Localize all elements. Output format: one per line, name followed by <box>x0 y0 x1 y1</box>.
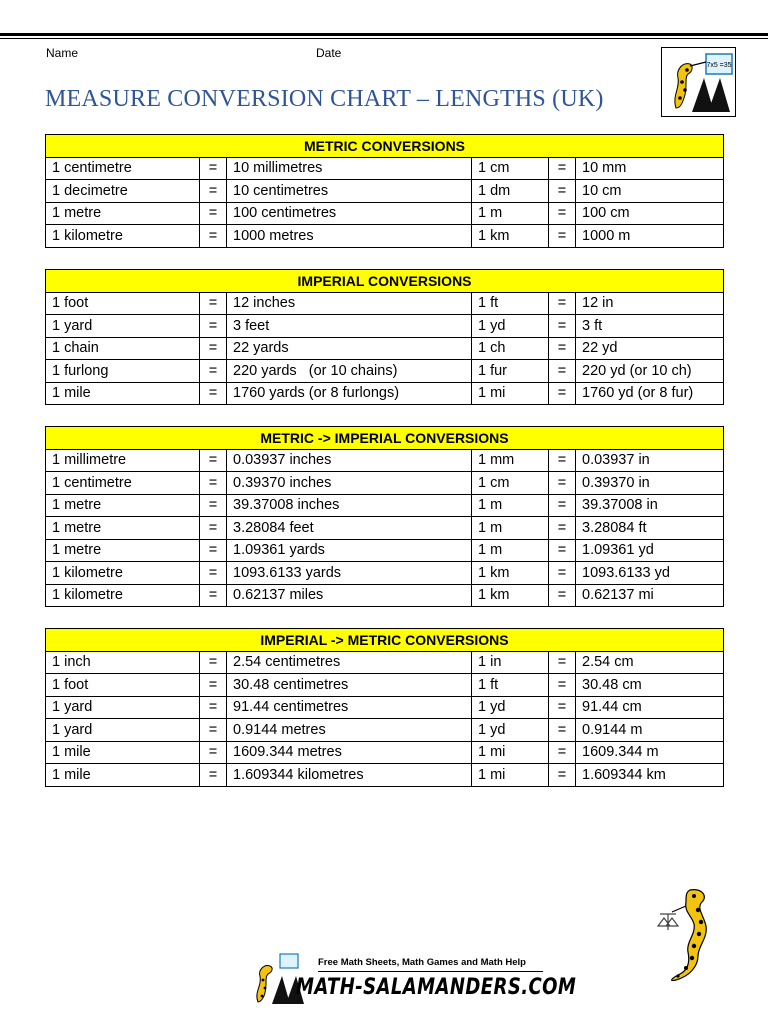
cell: 10 millimetres <box>227 157 472 180</box>
cell: 220 yards (or 10 chains) <box>227 360 472 383</box>
cell: 1 dm <box>472 180 549 203</box>
cell: = <box>200 539 227 562</box>
table-row <box>46 360 724 383</box>
cell: = <box>200 719 227 742</box>
cell: = <box>549 337 576 360</box>
cell: 1 foot <box>46 292 200 315</box>
table-heading: METRIC CONVERSIONS <box>46 135 724 158</box>
cell: = <box>200 472 227 495</box>
cell: 1 centimetre <box>46 472 200 495</box>
cell: 1 ch <box>472 337 549 360</box>
cell: 2.54 cm <box>576 651 724 674</box>
cell: 1 yd <box>472 696 549 719</box>
cell: = <box>200 315 227 338</box>
table-row <box>46 337 724 360</box>
cell: = <box>200 202 227 225</box>
metric-conversions-table <box>45 134 724 248</box>
cell: = <box>549 449 576 472</box>
metric-to-imperial-table <box>45 426 724 607</box>
cell: 100 cm <box>576 202 724 225</box>
footer-divider <box>318 971 543 972</box>
cell: 1 mi <box>472 382 549 405</box>
cell: 0.9144 metres <box>227 719 472 742</box>
salamander-illustration-icon <box>646 886 724 986</box>
footer-tagline: Free Math Sheets, Math Games and Math Help <box>318 957 526 968</box>
table-row <box>46 719 724 742</box>
cell: 10 cm <box>576 180 724 203</box>
table-row <box>46 315 724 338</box>
cell: = <box>549 741 576 764</box>
cell: 100 centimetres <box>227 202 472 225</box>
cell: = <box>549 494 576 517</box>
cell: = <box>200 562 227 585</box>
table-row <box>46 472 724 495</box>
footer-site-name: MATH-SALAMANDERS.COM <box>296 975 577 1000</box>
cell: 1 mi <box>472 764 549 787</box>
cell: 1 ft <box>472 674 549 697</box>
cell: 1760 yd (or 8 fur) <box>576 382 724 405</box>
cell: 1 km <box>472 225 549 248</box>
cell: 1 centimetre <box>46 157 200 180</box>
cell: = <box>200 449 227 472</box>
cell: = <box>200 157 227 180</box>
cell: 91.44 cm <box>576 696 724 719</box>
cell: = <box>549 315 576 338</box>
cell: 0.9144 m <box>576 719 724 742</box>
table-row <box>46 674 724 697</box>
cell: 1000 m <box>576 225 724 248</box>
cell: = <box>200 360 227 383</box>
cell: 1609.344 metres <box>227 741 472 764</box>
cell: 1093.6133 yd <box>576 562 724 585</box>
table-heading: IMPERIAL CONVERSIONS <box>46 270 724 293</box>
cell: 1.609344 km <box>576 764 724 787</box>
table-row <box>46 180 724 203</box>
logo-board-text: 7x5 =35 <box>706 62 732 69</box>
salamander-logo-icon <box>662 48 735 116</box>
cell: = <box>200 180 227 203</box>
cell: 1 yd <box>472 315 549 338</box>
cell: 3.28084 ft <box>576 517 724 540</box>
cell: 0.62137 mi <box>576 584 724 607</box>
cell: = <box>549 674 576 697</box>
cell: 1760 yards (or 8 furlongs) <box>227 382 472 405</box>
cell: = <box>200 741 227 764</box>
cell: 1 in <box>472 651 549 674</box>
cell: 1 km <box>472 584 549 607</box>
cell: 0.39370 in <box>576 472 724 495</box>
cell: = <box>200 225 227 248</box>
cell: 1 mile <box>46 382 200 405</box>
cell: = <box>549 517 576 540</box>
cell: 30.48 centimetres <box>227 674 472 697</box>
table-row <box>46 562 724 585</box>
cell: 1.09361 yards <box>227 539 472 562</box>
name-label: Name <box>46 46 79 60</box>
table-row <box>46 741 724 764</box>
table-row <box>46 494 724 517</box>
table-row <box>46 382 724 405</box>
table-row <box>46 225 724 248</box>
cell: = <box>549 539 576 562</box>
cell: = <box>200 292 227 315</box>
cell: 1 yard <box>46 315 200 338</box>
cell: 1 metre <box>46 539 200 562</box>
imperial-to-metric-table <box>45 628 724 787</box>
math-salamanders-logo <box>661 47 736 117</box>
page-title: MEASURE CONVERSION CHART – LENGTHS (UK) <box>45 86 604 112</box>
cell: 22 yards <box>227 337 472 360</box>
cell: 1 m <box>472 517 549 540</box>
cell: 39.37008 in <box>576 494 724 517</box>
cell: 1 mi <box>472 741 549 764</box>
cell: = <box>549 157 576 180</box>
cell: 10 centimetres <box>227 180 472 203</box>
cell: 1.609344 kilometres <box>227 764 472 787</box>
cell: 12 in <box>576 292 724 315</box>
cell: = <box>200 382 227 405</box>
top-rule-thin <box>0 38 768 39</box>
cell: 1093.6133 yards <box>227 562 472 585</box>
cell: 1.09361 yd <box>576 539 724 562</box>
cell: 1 m <box>472 494 549 517</box>
cell: 30.48 cm <box>576 674 724 697</box>
cell: 1 inch <box>46 651 200 674</box>
table-row <box>46 651 724 674</box>
cell: 1 chain <box>46 337 200 360</box>
cell: = <box>200 674 227 697</box>
cell: = <box>549 719 576 742</box>
cell: 3.28084 feet <box>227 517 472 540</box>
cell: 1 cm <box>472 157 549 180</box>
cell: 1 mm <box>472 449 549 472</box>
cell: 0.62137 miles <box>227 584 472 607</box>
cell: 1 cm <box>472 472 549 495</box>
cell: = <box>200 517 227 540</box>
cell: 3 ft <box>576 315 724 338</box>
table-row <box>46 539 724 562</box>
table-heading: METRIC -> IMPERIAL CONVERSIONS <box>46 427 724 450</box>
cell: = <box>549 584 576 607</box>
cell: 0.39370 inches <box>227 472 472 495</box>
table-row <box>46 157 724 180</box>
top-rule <box>0 33 768 36</box>
cell: 1 fur <box>472 360 549 383</box>
cell: = <box>549 472 576 495</box>
cell: 1 km <box>472 562 549 585</box>
cell: 1 m <box>472 202 549 225</box>
cell: 1 millimetre <box>46 449 200 472</box>
cell: 91.44 centimetres <box>227 696 472 719</box>
cell: = <box>200 337 227 360</box>
cell: 1 yard <box>46 719 200 742</box>
cell: 3 feet <box>227 315 472 338</box>
date-label: Date <box>316 46 342 60</box>
table-row <box>46 202 724 225</box>
cell: 39.37008 inches <box>227 494 472 517</box>
cell: = <box>549 696 576 719</box>
cell: = <box>549 382 576 405</box>
table-row <box>46 584 724 607</box>
cell: 220 yd (or 10 ch) <box>576 360 724 383</box>
cell: 1 m <box>472 539 549 562</box>
cell: 0.03937 in <box>576 449 724 472</box>
cell: 1000 metres <box>227 225 472 248</box>
table-heading: IMPERIAL -> METRIC CONVERSIONS <box>46 629 724 652</box>
cell: 1 kilometre <box>46 225 200 248</box>
cell: = <box>200 584 227 607</box>
cell: = <box>200 494 227 517</box>
cell: = <box>549 202 576 225</box>
cell: 1 ft <box>472 292 549 315</box>
cell: = <box>549 562 576 585</box>
cell: = <box>549 651 576 674</box>
cell: 1 foot <box>46 674 200 697</box>
cell: 1 furlong <box>46 360 200 383</box>
cell: 1 yard <box>46 696 200 719</box>
table-row <box>46 449 724 472</box>
cell: 1 mile <box>46 741 200 764</box>
cell: 22 yd <box>576 337 724 360</box>
cell: = <box>549 764 576 787</box>
cell: = <box>549 292 576 315</box>
imperial-conversions-table <box>45 269 724 405</box>
table-row <box>46 696 724 719</box>
cell: 1 metre <box>46 517 200 540</box>
cell: 1609.344 m <box>576 741 724 764</box>
cell: = <box>549 225 576 248</box>
cell: 12 inches <box>227 292 472 315</box>
cell: = <box>549 180 576 203</box>
cell: 1 kilometre <box>46 584 200 607</box>
cell: 1 metre <box>46 202 200 225</box>
cell: 10 mm <box>576 157 724 180</box>
cell: = <box>549 360 576 383</box>
cell: 1 yd <box>472 719 549 742</box>
cell: 1 mile <box>46 764 200 787</box>
table-row <box>46 292 724 315</box>
cell: 1 metre <box>46 494 200 517</box>
cell: 1 kilometre <box>46 562 200 585</box>
cell: = <box>200 764 227 787</box>
table-row <box>46 764 724 787</box>
cell: = <box>200 696 227 719</box>
table-row <box>46 517 724 540</box>
cell: 1 decimetre <box>46 180 200 203</box>
cell: 0.03937 inches <box>227 449 472 472</box>
cell: 2.54 centimetres <box>227 651 472 674</box>
cell: = <box>200 651 227 674</box>
